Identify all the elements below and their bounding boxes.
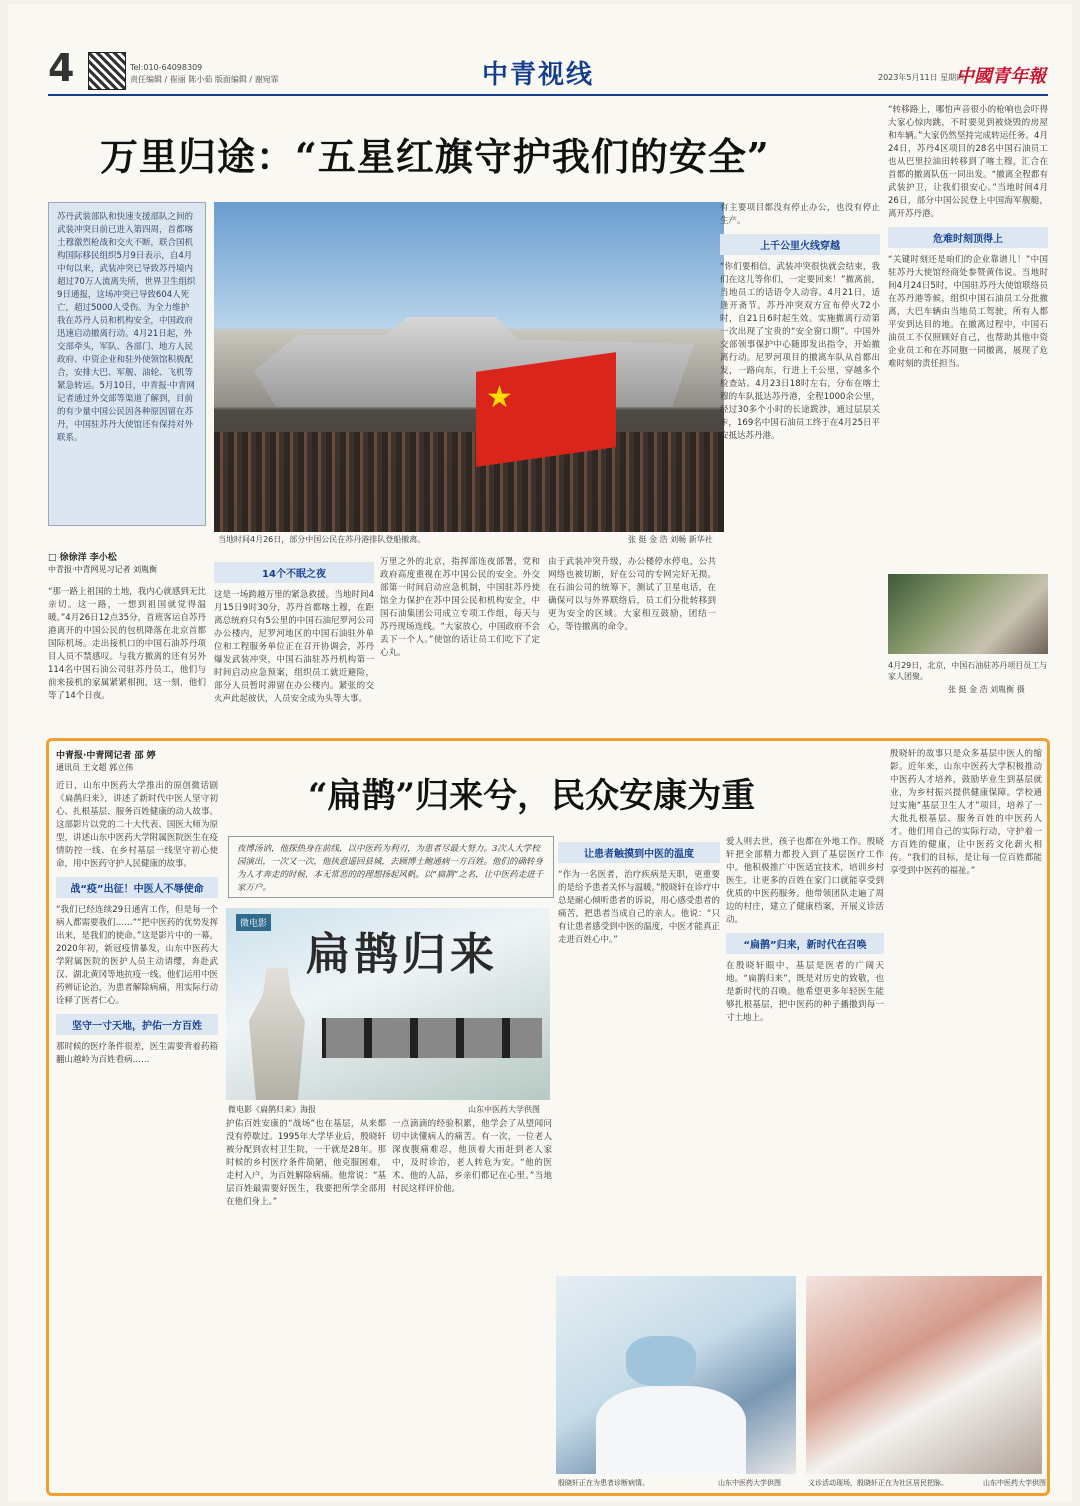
article1-col3: 万里之外的北京，指挥部连夜部署，党和政府高度重视在苏中国公民的安全。外交部第一时间启动应急机制，中国驻苏丹使馆全力保护在苏中国公民和机构安全，中国石油集团公司成立专项工作组，每天与苏丹现场连线。“大家放心，中国政府不会丢下一个人。”使馆的话让员工们吃下了定心丸。 [380,557,540,658]
star-icon: ★ [486,380,513,415]
page-header [8,4,1072,94]
article1-photo2-caption: 4月29日，北京，中国石油驻苏丹项目员工与家人团聚。 [888,661,1048,681]
issue-date: 2023年5月11日 星期四 [878,73,965,82]
article1-title: 万里归途：“五星红旗守护我们的安全” [100,134,770,179]
article1-subhead2: 上千公里火线穿越 [720,234,880,255]
article1-photo-caption: 当地时间4月26日，部分中国公民在苏丹港排队登船撤离。 [218,535,426,544]
article1-photo [214,202,724,532]
photo4-caption: 义诊活动现场，殷晓轩正在为社区居民把脉。 [808,1479,948,1487]
article1-subhead3: 危难时刻顶得上 [888,227,1048,248]
article1-col6-wrap [888,104,1048,564]
article2-byline: 中青报·中青网记者 邵 婷 [56,751,156,761]
article1-byline2: 中青报·中青网见习记者 刘胤衡 [48,565,158,574]
article1-lead: 苏丹武装部队和快速支援部队之间的武装冲突日前已进入第四周，首都喀土穆激烈枪战和交火不断，联合国机构国际移民组织5月9日表示，自4月中旬以来，武装冲突已导致苏丹境内超过70万人流离失所，世界卫生组织9日通报，这场冲突已导致604人死亡，超过5000人受伤。为全力维护我在苏丹人员和机构安全，中国政府迅速启动撤离行动。4月21日起，外交部牵头，军队、各部门、地方人民政府、中资企业和驻外使领馆积极配合，安排大巴、军舰、油轮、飞机等紧急转运。5月10日，中青报·中青网记者通过外交部等渠道了解到，目前的有少量中国公民因各种原因留在苏丹，中国驻苏丹大使馆还有保持对外联系。 [48,202,206,526]
article2-pull-quote: 夜博汤讷，他探热身在前线，以中医药为利刃，为患者尽最大努力。3次人大学校园演出，一次又一次，他执意遥回县城，去顾博士鲍通病一方百姓。他们的确转身为人才奔走的时候，本无常恶的的理想扬起风帆。以“扁鹊”之名，让中医药走进千家万户。 [228,836,554,898]
article1-col6b: “关键时刻还是咱们的企业靠谱儿！”中国驻苏丹大使馆经商处参赞黄伟说。当地时间4月24日5时，中国驻苏丹大使馆联络员在苏丹港等候，组织中国石油员工分批撤离，大巴车辆由当地员工驾驶，所有人都平安到达目的地。在撤离过程中，中国石油员工不仅照顾好自己，也帮助其他中资企业员工和在苏同胞一同撤离，展现了危难时刻的责任担当。 [888,255,1048,369]
section-title: 中青视线 [482,60,595,90]
article2-byline2: 通讯员 王文超 郭立伟 [56,763,134,772]
article2-col1-wrap [56,780,218,1480]
article2-col5: 殷晓轩的故事只是众多基层中医人的缩影。近年来，山东中医药大学积极推动中医药人才培养，鼓励毕业生到基层就业，为乡村振兴提供健康保障。学校通过实施“基层卫生人才”项目，培养了一大批扎根基层、服务百姓的中医药人才。他们用自己的实际行动，守护着一方百姓的健康，让中医药文化薪火相传。“我们的目标，是让每一位百姓都能享受到中医药的福祉。” [890,749,1042,876]
article1-col6: “转移路上，哪怕声音很小的枪响也会吓得大家心惊肉跳，不时要见到被烧毁的房屋和车辆。”大家仍然坚持完成转运任务。4月24日，苏丹4区项目的28名中国石油员工也从巴里拉油田转移到了喀土穆，汇合在首都的撤离队伍一同出发。“撤离全程都有武装护卫，让我们很安心。”当地时间4月26日，部分中国公民登上中国海军舰艇，离开苏丹港。 [888,105,1048,219]
article2-col4b: 在殷晓轩眼中，基层是医者的广阔天地。“扁鹊归来”，既是对历史的致敬，也是新时代的召唤。他希望更多年轻医生能够扎根基层，把中医药的种子播撒到每一寸土地上。 [726,961,884,1023]
article2-col1: 近日，山东中医药大学推出的原创微话剧《扁鹊归来》，讲述了新时代中医人坚守初心、扎根基层、服务百姓健康的动人故事。这部影片以党的二十大代表、国医大师为原型，讲述山东中医药大学附属医院医生在疫情防控一线、在乡村基层一线坚守初心使命，用中医药守护人民健康的故事。 [56,781,218,869]
photo4-credit: 山东中医药大学供图 [983,1479,1046,1487]
header-editors: 责任编辑 / 崔丽 陈小茹 版面编辑 / 谢宛霏 [130,75,279,84]
newspaper-page [8,4,1072,1502]
header-divider [48,94,1048,96]
article2-subhead2: 坚守一寸天地，护佑一方百姓 [56,1014,218,1035]
poster-credit: 山东中医药大学供图 [468,1105,540,1114]
article2-col2: 护佑百姓安康的“战场”也在基层，从来都没有停歇过。1995年大学毕业后，殷晓轩被分配到农村卫生院，一干就是28年。那时候的乡村医疗条件简陋，他克服困难，走村入户，为百姓解除病痛。他常说：“基层百姓最需要好医生，我要把所学全部用在他们身上。” [226,1119,386,1207]
article2-title: “扁鹊”归来兮，民众安康为重 [308,776,756,816]
article1-photo2-credit: 张 挺 金 浩 刘胤衡 摄 [948,685,1025,694]
header-info [130,62,430,86]
article2-subhead4: “扁鹊”归来，新时代在召唤 [726,933,884,954]
crowd-graphic [214,432,724,532]
article2-col1c: 那时候的医疗条件很差，医生需要背着药箱翻山越岭为百姓看病…… [56,1042,218,1065]
statue-graphic [242,968,312,1100]
page-number: 4 [48,46,75,90]
article1-col4: 由于武装冲突升级，办公楼停水停电，公共网络也被切断，好在公司的专网完好无损。在石油公司的统筹下，测试了卫星电话，在确保可以与外界联络后，员工们分批转移到更为安全的区域。大家相互鼓励，团结一心，等待撤离的命令。 [548,557,716,632]
article2-photo-doctor [556,1276,796,1474]
article2-photo-clinic [806,1276,1042,1474]
poster-caption: 微电影《扁鹊归来》海报 [228,1105,316,1114]
navy-ship-graphic [254,317,694,407]
article2-col3b: “作为一名医者，治疗疾病是天职，更重要的是给予患者关怀与温暖。”殷晓轩在诊疗中总是耐心倾听患者的诉说，用心感受患者的痛苦，把患者当成自己的亲人。他说：“只有让患者感受到中医的温度，中医才能真正走进百姓心中。” [558,870,720,945]
photo3-caption: 殷晓轩正在为患者诊断病情。 [558,1479,649,1487]
newspaper-logo: 中國青年報 [956,66,1046,87]
article1-col1: “那一路上祖国的土地，我内心就感到无比亲切。这一路，一想到祖国就觉得温暖。”4月26日12点35分，首班客运自苏丹港离开的中国公民的包机降落在北京首都国际机场。走出接机口的中国石油苏丹项目人员不禁感叹。与我方撤离的还有另外114名中国石油公司驻苏丹员工，他们与前来接机的家属紧紧相拥，这一刻，他们等了14个日夜。 [48,587,206,701]
article1-byline: □ 徐徐洋 李小松 [48,553,117,563]
qr-code-icon [88,52,126,90]
poster-title: 扁鹊归来 [306,929,498,980]
film-poster [226,908,550,1100]
article2-col4: 爱人则去世，孩子也都在外地工作。殷晓轩把全部精力都投入到了基层医疗工作中。他积极推广中医适宜技术，培训乡村医生，让更多的百姓在家门口就能享受到优质的中医药服务。他带领团队走遍了周边的村庄，建立了健康档案，开展义诊活动。 [726,837,884,925]
poster-tag: 微电影 [236,914,271,931]
article1-subhead1: 14个不眠之夜 [214,562,374,583]
article2-col4-wrap [726,836,884,1268]
article1-col2-wrap [214,556,374,728]
face-mask-graphic [626,1336,696,1386]
article1-photo2 [888,574,1048,654]
article2-col3-wrap [558,836,720,1268]
article1-col2: 这是一场跨越万里的紧急救援。当地时间4月15日9时30分，苏丹首都喀土穆，在距离总统府只有5公里的中国石油尼罗河公司办公楼内，尼罗河地区的中国石油驻外单位和工程服务单位正在召开协调会，苏丹爆发武装冲突，中国石油驻苏丹机构第一时间启动应急预案，组织员工就近避险，部分人员暂时滞留在办公楼内。紧张的交火声此起彼伏，人员安全成为头等大事。 [214,590,374,704]
article1-col5-top: 有主要项目都没有停止办公，也没有停止生产。 [720,203,880,226]
article2-subhead1: 战“疫”出征！中医人不辱使命 [56,877,218,898]
film-strip-graphic [322,1018,542,1058]
article1-col5-wrap [720,202,880,728]
article2-col2b: 一点滴滴的经验积累，他学会了从望闻问切中读懂病人的痛苦。有一次，一位老人深夜腹痛难忍，他顶着大雨赶到老人家中，及时诊治，老人转危为安。“他的医术、他的人品，乡亲们都记在心里。”当地村民这样评价他。 [392,1119,552,1194]
white-coat-graphic [596,1386,746,1474]
article2-col1b: “我们已经连续29日通宵工作，但是每一个病人都需要我们……”“把中医药的优势发挥出来，是我们的使命。”这是影片中的一幕。2020年初，新冠疫情暴发，山东中医药大学附属医院的医护人员主动请缨，奔赴武汉、湖北黄冈等地抗疫一线。他们运用中医药辨证论治，为患者解除病痛，用实际行动诠释了医者仁心。 [56,905,218,1006]
article1-col5: “你们要相信，武装冲突很快就会结束，我们在这儿等你们，一定要回来！”撤离前，当地员工的话语令人动容。4月21日，适逢开斋节。苏丹冲突双方宣布停火72小时，自21日6时起生效。实施撤离行动第一次出现了宝贵的“安全窗口期”。中国外交部领事保护中心随即发出指令，开始撤离行动。尼罗河项目的撤离车队从首都出发，一路向东，行进上千公里，穿越多个检查站。4月23日18时左右，分布在喀土穆的车队抵达苏丹港，全程1000余公里，经过30多个小时的长途跋涉，通过层层关卡，169名中国石油员工终于在4月25日平安抵达苏丹港。 [720,262,880,441]
article1-photo-credit: 张 挺 金 浩 刘畅 新华社 [628,535,713,544]
article2-subhead3: 让患者触摸到中医的温度 [558,842,720,863]
header-tel: Tel:010-64098309 [130,63,203,72]
photo3-credit: 山东中医药大学供图 [718,1479,781,1487]
